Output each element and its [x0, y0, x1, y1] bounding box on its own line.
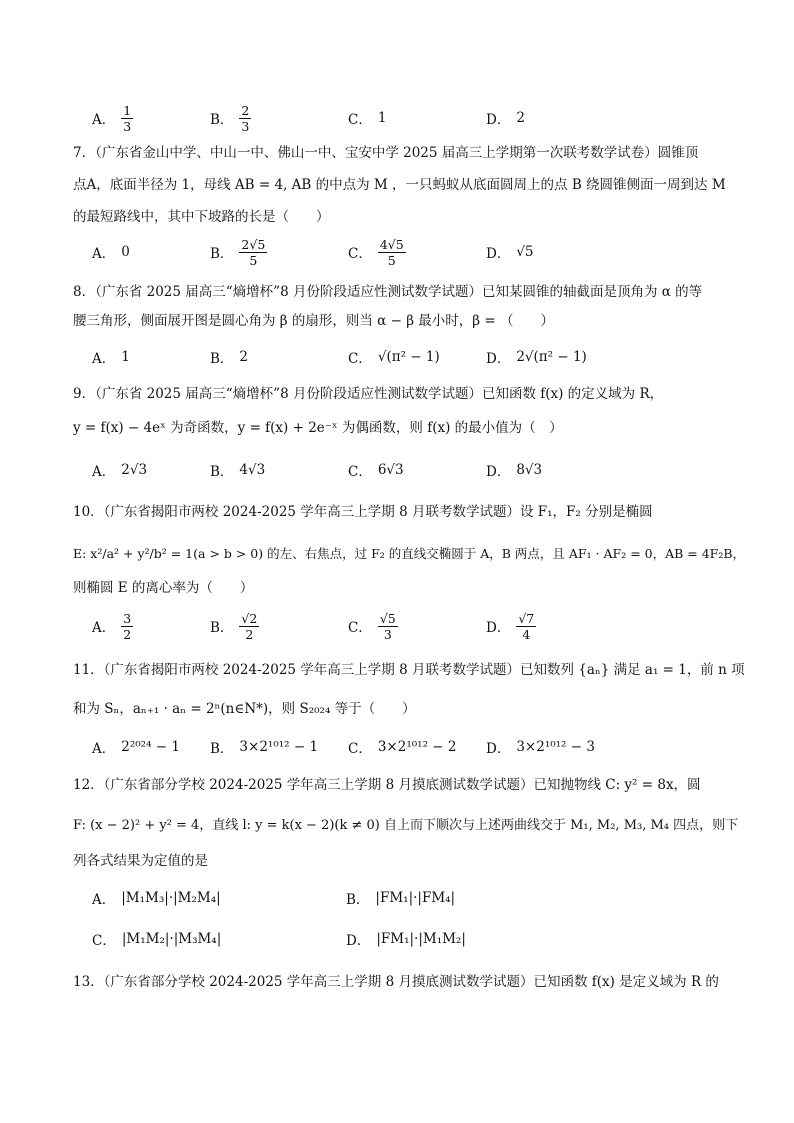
q13-stem-line1: 13．（广东省部分学校 2024-2025 学年高三上学期 8 月摸底测试数学试题）已知函数 f(x) 是定义域为 R 的 [73, 974, 719, 990]
q8-option-b: B． 2 [210, 349, 249, 367]
q11-option-c: C． 3×2¹⁰¹² − 2 [348, 739, 457, 757]
q10-options [92, 606, 732, 646]
q8-options [92, 337, 732, 377]
q7-options [92, 232, 732, 272]
q8-option-d: D． 2√(π² − 1) [486, 349, 587, 367]
q11-stem-line2: 和为 Sₙ，aₙ₊₁ · aₙ = 2ⁿ(n∈N*)，则 S₂₀₂₄ 等于（ ） [73, 701, 416, 717]
q8-option-c: C． √(π² − 1) [348, 349, 440, 367]
q11-option-d: D． 3×2¹⁰¹² − 3 [486, 739, 595, 757]
q9-stem-line1: 9．（广东省 2025 届高三“熵增杯”8 月份阶段适应性测试数学试题）已知函数 f(x) 的定义域为 R， [73, 386, 664, 402]
q9-option-a: A． 2√3 [92, 462, 148, 480]
q6-options [92, 98, 732, 138]
q9-option-b: B． 4√3 [210, 462, 266, 480]
q12-stem-line3: 列各式结果为定值的是 [73, 853, 208, 869]
q11-option-a: A． 2²⁰²⁴ − 1 [92, 739, 180, 757]
q10-option-d: D． $\frac{√7}{4}$ [486, 610, 535, 642]
q11-option-b: B． 3×2¹⁰¹² − 1 [210, 739, 319, 757]
fraction: $\frac{1}{3}$ [123, 102, 132, 134]
q12-option-d: D． |FM₁|·|M₁M₂| [346, 931, 466, 949]
q9-options [92, 450, 732, 490]
q12-option-c: C． |M₁M₂|·|M₃M₄| [92, 931, 222, 949]
q7-option-a: A． 0 [92, 244, 130, 262]
q10-stem-line2: E: x²/a² + y²/b² = 1(a > b > 0) 的左、右焦点，过 F₂ 的直线交椭圆于 A，B 两点，且 AF₁ · AF₂ = 0，AB = 4F₂B， [73, 546, 746, 561]
q9-option-d: D． 8√3 [486, 462, 543, 480]
fraction: $\frac{4√5}{5}$ [379, 236, 404, 268]
fraction: $\frac{√7}{4}$ [518, 610, 535, 642]
q12-stem-line2: F: (x − 2)² + y² = 4，直线 l: y = k(x − 2)(k ≠ 0) 自上而下顺次与上述两曲线交于 M₁, M₂, M₃, M₄ 四点，则下 [73, 818, 739, 833]
q6-option-a: A． $\frac{1}{3}$ [92, 102, 132, 134]
q10-option-b: B． $\frac{√2}{2}$ [210, 610, 258, 642]
q8-stem-line2: 腰三角形，侧面展开图是圆心角为 β 的扇形，则当 α − β 最小时，β = （ ） [73, 313, 554, 329]
q10-stem-line1: 10．（广东省揭阳市两校 2024-2025 学年高三上学期 8 月联考数学试题）设 F₁，F₂ 分别是椭圆 [73, 504, 653, 520]
q9-stem-line2: y = f(x) − 4eˣ 为奇函数，y = f(x) + 2e⁻ˣ 为偶函数，则 f(x) 的最小值为（ ） [73, 420, 563, 436]
q12-options-row2 [92, 925, 692, 953]
q8-option-a: A． 1 [92, 349, 130, 367]
fraction: $\frac{3}{2}$ [123, 610, 132, 642]
fraction: $\frac{√2}{2}$ [241, 610, 258, 642]
q7-stem-line2: 点A，底面半径为 1，母线 AB = 4, AB 的中点为 M ，一只蚂蚁从底面圆周上的点 B 绕圆锥侧面一周到达 M [73, 177, 726, 193]
q7-stem-line1: 7．（广东省金山中学、中山一中、佛山一中、宝安中学 2025 届高三上学期第一次联考数学试卷）圆锥顶 [73, 145, 699, 161]
q11-stem-line1: 11．（广东省揭阳市两校 2024-2025 学年高三上学期 8 月联考数学试题）已知数列 {aₙ} 满足 a₁ = 1，前 n 项 [73, 662, 745, 678]
q10-stem-line3: 则椭圆 E 的离心率为（ ） [73, 580, 254, 596]
fraction: $\frac{2√5}{5}$ [241, 236, 266, 268]
q12-stem-line1: 12．（广东省部分学校 2024-2025 学年高三上学期 8 月摸底测试数学试题）已知抛物线 C: y² = 8x，圆 [73, 777, 701, 793]
q12-options-row1 [92, 884, 692, 912]
q7-option-d: D． √5 [486, 244, 534, 262]
fraction: $\frac{√5}{3}$ [379, 610, 396, 642]
q7-option-c: C． $\frac{4√5}{5}$ [348, 236, 404, 268]
q8-stem-line1: 8．（广东省 2025 届高三“熵增杯”8 月份阶段适应性测试数学试题）已知某圆锥的轴截面是顶角为 α 的等 [73, 284, 703, 300]
q6-option-c: C． 1 [348, 110, 387, 128]
q12-option-b: B． |FM₁|·|FM₄| [346, 890, 456, 908]
q6-option-b: B． $\frac{2}{3}$ [210, 102, 250, 134]
q6-option-d: D． 2 [486, 110, 525, 128]
q12-option-a: A． |M₁M₃|·|M₂M₄| [92, 890, 221, 908]
q7-option-b: B． $\frac{2√5}{5}$ [210, 236, 266, 268]
q7-stem-line3: 的最短路线中，其中下坡路的长是（ ） [73, 209, 330, 225]
q10-option-a: A． $\frac{3}{2}$ [92, 610, 132, 642]
q11-options [92, 727, 732, 767]
q10-option-c: C． $\frac{√5}{3}$ [348, 610, 396, 642]
q9-option-c: C． 6√3 [348, 462, 404, 480]
fraction: $\frac{2}{3}$ [241, 102, 250, 134]
